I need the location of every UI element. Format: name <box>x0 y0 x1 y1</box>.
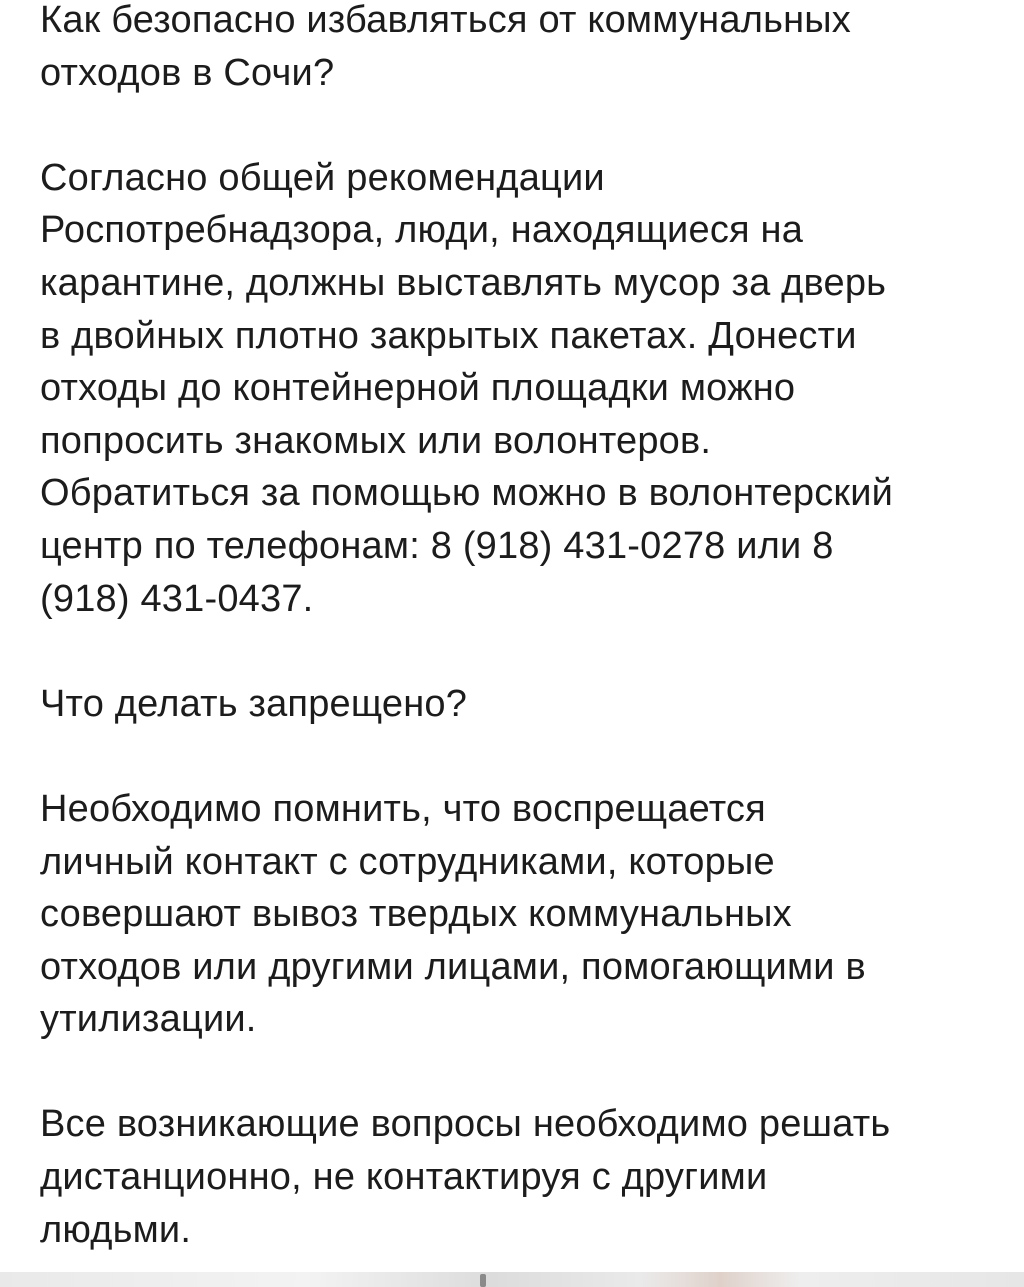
article-paragraph-recommendation: Согласно общей рекомендации Роспотребнадзора, люди, находящиеся на карантине, должны выставлять мусор за дверь в двойных плотно закрытых пакетах. Донести отходы до контейнерной площадки можно попросить знакомых или волонтеров. Обратиться за помощью можно в волонтерский центр по телефонам: 8 (918) 431-0278 или 8 (918) 431-0437. <box>40 156 894 620</box>
article-subheading-prohibited: Что делать запрещено? <box>40 682 468 725</box>
article-paragraph-no-contact: Необходимо помнить, что воспрещается личный контакт с сотрудниками, которые совершают вывоз твердых коммунальных отходов или другими лицами, помогающими в утилизации. <box>40 787 866 1041</box>
image-edge-detail <box>480 1274 486 1287</box>
image-edge-shade <box>640 1272 800 1287</box>
next-image-preview <box>0 1272 1024 1287</box>
article-body <box>40 0 990 1256</box>
article-paragraph-remote: Все возникающие вопросы необходимо решать дистанционно, не контактируя с другими людьми. <box>40 1103 891 1251</box>
article-heading-question: Как безопасно избавляться от коммунальных отходов в Сочи? <box>40 0 851 94</box>
